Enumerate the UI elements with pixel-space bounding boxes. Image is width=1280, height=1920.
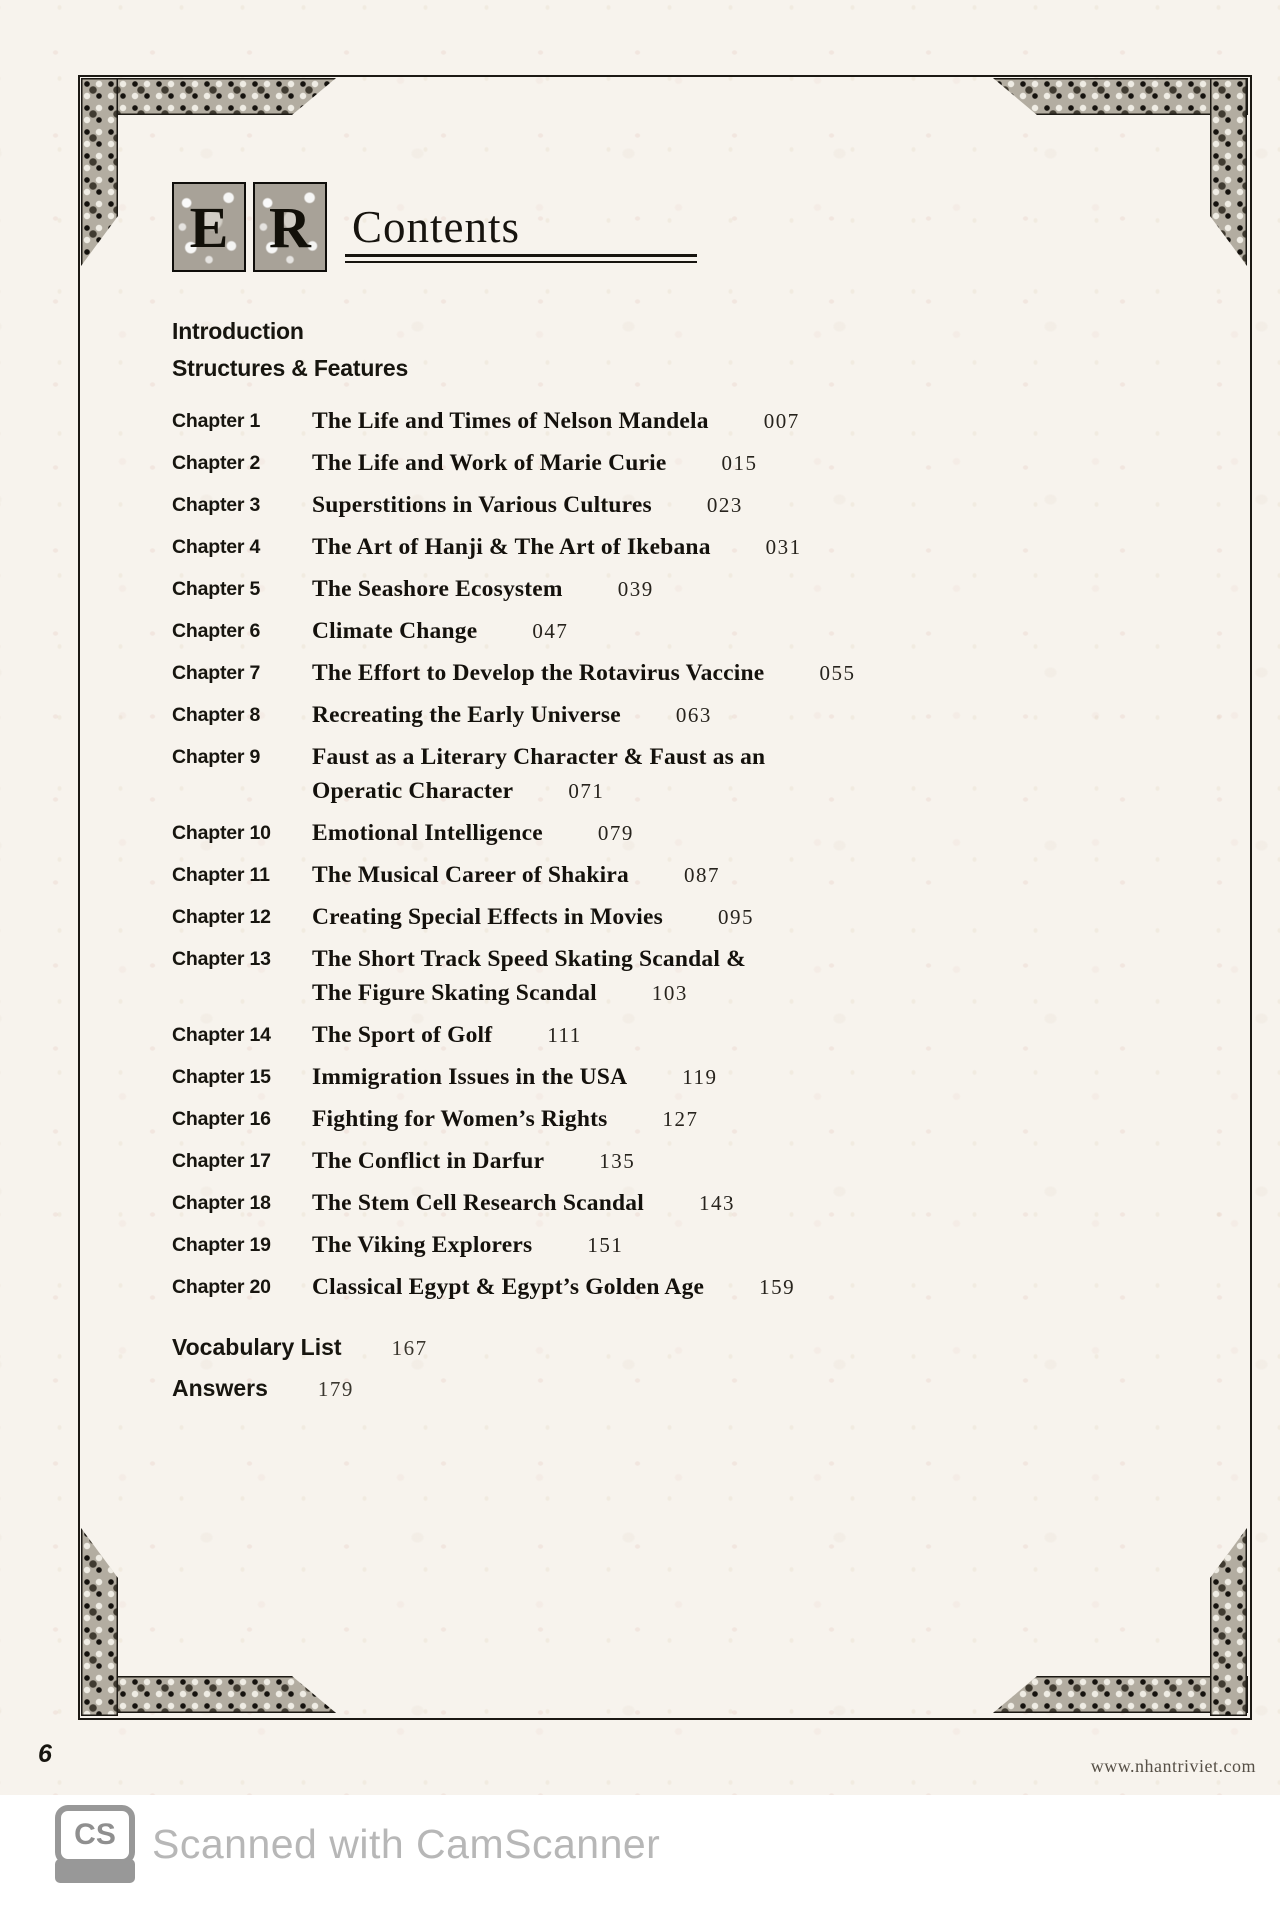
chapter-title (312, 446, 758, 480)
toc-row (172, 942, 932, 1010)
chapter-page-number: 023 (706, 493, 743, 517)
camscanner-watermark-text: Scanned with CamScanner (152, 1821, 661, 1867)
chapter-title (312, 1228, 623, 1262)
chapter-label: Chapter 1 (172, 410, 261, 432)
chapter-page-number: 151 (587, 1233, 624, 1257)
toc-row (172, 698, 932, 732)
toc-row (172, 572, 932, 606)
chapter-title (312, 1102, 698, 1136)
chapter-title (312, 698, 712, 732)
corner-ornament-top-right-horizontal (993, 78, 1248, 115)
chapter-page-number: 095 (717, 905, 754, 929)
chapter-title (312, 942, 746, 1010)
chapter-title (312, 530, 802, 564)
toc-row (172, 1144, 932, 1178)
corner-ornament-top-left-horizontal (81, 78, 336, 115)
corner-ornament-bottom-left-horizontal (81, 1676, 336, 1713)
intro-line-introduction: Introduction (172, 318, 304, 344)
chapter-title-line: Recreating the Early Universe (312, 702, 621, 728)
book-page-number: 6 (38, 1740, 52, 1768)
chapter-label: Chapter 14 (172, 1024, 271, 1046)
chapter-page-number: 159 (759, 1275, 796, 1299)
corner-ornament-bottom-right-horizontal (993, 1676, 1248, 1713)
chapter-page-number: 079 (597, 821, 634, 845)
chapter-label: Chapter 5 (172, 578, 261, 600)
chapter-page-number: 135 (599, 1149, 636, 1173)
toc-row (172, 656, 932, 690)
title-double-rule (345, 254, 697, 263)
chapter-title-line: Creating Special Effects in Movies (312, 904, 663, 930)
chapter-label: Chapter 10 (172, 822, 271, 844)
drop-cap-e: E (172, 182, 246, 272)
chapter-page-number: 111 (547, 1023, 582, 1047)
toc-extras (172, 1330, 428, 1412)
intro-line-structures-features: Structures & Features (172, 355, 409, 381)
chapter-page-number: 015 (721, 451, 758, 475)
vocabulary-list-page-number: 167 (391, 1336, 428, 1360)
chapter-title-line: The Art of Hanji & The Art of Ikebana (312, 534, 711, 560)
chapter-label: Chapter 18 (172, 1192, 271, 1214)
chapter-title-line: Superstitions in Various Cultures (312, 492, 652, 518)
publisher-website: www.nhantriviet.com (1090, 1756, 1256, 1776)
chapter-label: Chapter 12 (172, 906, 271, 928)
camscanner-icon (55, 1805, 135, 1883)
toc-row (172, 530, 932, 564)
chapter-page-number: 031 (765, 535, 802, 559)
chapter-label: Chapter 17 (172, 1150, 271, 1172)
chapter-title (312, 740, 765, 808)
camscanner-watermark-strip (0, 1795, 1280, 1920)
chapter-label: Chapter 11 (172, 864, 270, 886)
chapter-title-line: The Viking Explorers (312, 1232, 533, 1258)
intro-section (172, 313, 408, 387)
chapter-label: Chapter 8 (172, 704, 261, 726)
answers-label: Answers (172, 1375, 268, 1401)
toc-row (172, 1186, 932, 1220)
chapter-title-line: Immigration Issues in the USA (312, 1064, 628, 1090)
chapter-label: Chapter 6 (172, 620, 261, 642)
chapter-title (312, 1018, 582, 1052)
chapter-label: Chapter 19 (172, 1234, 271, 1256)
chapter-page-number: 087 (683, 863, 720, 887)
chapter-title (312, 1270, 795, 1304)
toc-row (172, 614, 932, 648)
chapter-title (312, 1144, 635, 1178)
toc-row (172, 1060, 932, 1094)
chapter-title-line: The Short Track Speed Skating Scandal & (312, 946, 746, 972)
chapter-page-number: 119 (682, 1065, 718, 1089)
chapter-title-line: Climate Change (312, 618, 478, 644)
chapter-label: Chapter 20 (172, 1276, 271, 1298)
toc-row (172, 858, 932, 892)
chapter-page-number: 071 (568, 779, 605, 803)
chapter-page-number: 063 (675, 703, 712, 727)
chapter-title (312, 488, 743, 522)
chapter-page-number: 047 (532, 619, 569, 643)
chapter-label: Chapter 13 (172, 948, 271, 970)
chapter-page-number: 007 (763, 409, 800, 433)
toc-row (172, 816, 932, 850)
chapter-title-line: The Life and Times of Nelson Mandela (312, 408, 709, 434)
chapter-label: Chapter 15 (172, 1066, 271, 1088)
drop-cap-r: R (253, 182, 327, 272)
extra-row-answers (172, 1371, 428, 1405)
chapter-title-line: The Musical Career of Shakira (312, 862, 629, 888)
chapter-page-number: 055 (819, 661, 856, 685)
vocabulary-list-label: Vocabulary List (172, 1334, 342, 1360)
chapter-title-line: The Stem Cell Research Scandal (312, 1190, 644, 1216)
chapter-title-line: The Life and Work of Marie Curie (312, 450, 667, 476)
chapter-label: Chapter 4 (172, 536, 261, 558)
chapter-title-line: Fighting for Women’s Rights (312, 1106, 608, 1132)
toc-row (172, 900, 932, 934)
toc-row (172, 1228, 932, 1262)
toc-row (172, 1270, 932, 1304)
chapter-title (312, 1060, 717, 1094)
chapter-label: Chapter 7 (172, 662, 261, 684)
toc-row (172, 1102, 932, 1136)
chapter-title-line: Faust as a Literary Character & Faust as an (312, 744, 766, 770)
chapter-label: Chapter 3 (172, 494, 261, 516)
chapter-page-number: 143 (698, 1191, 735, 1215)
toc-row (172, 740, 932, 808)
chapter-title (312, 858, 720, 892)
chapter-title-line: The Sport of Golf (312, 1022, 493, 1048)
toc-row (172, 446, 932, 480)
toc-row (172, 488, 932, 522)
toc-row (172, 404, 932, 438)
page-title: Contents (352, 202, 521, 252)
toc-row (172, 1018, 932, 1052)
toc-list (172, 404, 932, 1312)
chapter-title-line: Emotional Intelligence (312, 820, 543, 846)
chapter-page-number: 039 (617, 577, 654, 601)
chapter-title-line: Classical Egypt & Egypt’s Golden Age (312, 1274, 705, 1300)
extra-row-vocabulary (172, 1330, 428, 1364)
chapter-title (312, 1186, 735, 1220)
chapter-page-number: 127 (662, 1107, 699, 1131)
chapter-page-number: 103 (651, 981, 688, 1005)
chapter-title (312, 816, 634, 850)
chapter-label: Chapter 2 (172, 452, 261, 474)
chapter-title-line: Operatic Character (312, 778, 514, 804)
answers-page-number: 179 (317, 1377, 354, 1401)
camscanner-icon-base (55, 1859, 135, 1883)
chapter-title-line: The Conflict in Darfur (312, 1148, 545, 1174)
chapter-title-line: The Effort to Develop the Rotavirus Vaccine (312, 660, 765, 686)
chapter-title (312, 404, 800, 438)
chapter-label: Chapter 9 (172, 746, 261, 768)
camscanner-cs-badge: CS (55, 1805, 135, 1865)
chapter-title (312, 900, 754, 934)
chapter-title-line: The Figure Skating Scandal (312, 980, 597, 1006)
chapter-title-line: The Seashore Ecosystem (312, 576, 563, 602)
chapter-title (312, 572, 654, 606)
chapter-title (312, 656, 855, 690)
chapter-title (312, 614, 568, 648)
chapter-label: Chapter 16 (172, 1108, 271, 1130)
